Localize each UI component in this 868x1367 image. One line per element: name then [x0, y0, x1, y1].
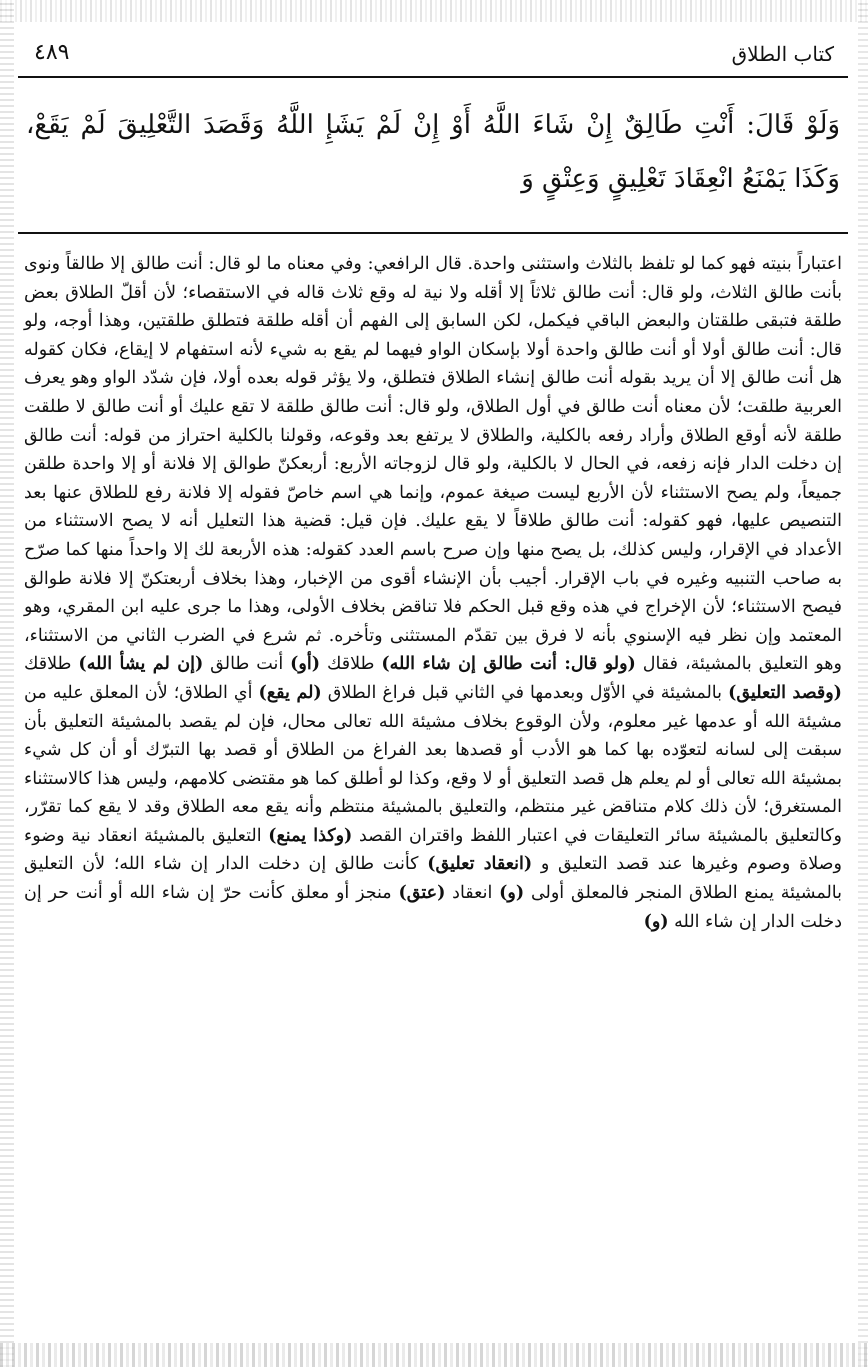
commentary-run: منجز أو معلق كأنت حرّ إن شاء الله أو أنت حر إن دخلت الدار إن شاء الله [24, 883, 842, 932]
scan-edge-top [0, 0, 868, 22]
quoted-matn: (وقصد التعليق) [728, 682, 842, 703]
quoted-matn: (انعقاد تعليق) [427, 854, 533, 875]
scan-edge-right [858, 0, 868, 1367]
quoted-matn: (إن لم يشأ الله) [78, 654, 204, 675]
quoted-matn: (وكذا يمنع) [268, 825, 353, 846]
commentary-run: كأنت طالق إن دخلت الدار إن شاء الله؛ لأن التعليق بالمشيئة يمنع الطلاق المنجر فالمعلق أولى [24, 854, 842, 904]
commentary-run: انعقاد [452, 883, 493, 904]
quoted-matn: (و) [499, 883, 525, 904]
scan-edge-bottom [0, 1343, 868, 1367]
commentary-text [18, 234, 848, 936]
commentary-run: بالمشيئة في الأوّل وبعدمها في الثاني قبل فراغ الطلاق [327, 682, 723, 703]
quoted-matn: (لم يقع) [258, 682, 322, 703]
quoted-matn: (و) [643, 911, 669, 932]
book-page [18, 30, 848, 936]
commentary-run: أي الطلاق؛ لأن المعلق عليه من مشيئة الله أو عدمها غير معلوم، ولأن الوقوع بخلاف مشيئة الله تعالى محال، فإن لم يقصد بالمشيئة التعليق بأن سبقت إلى لسانه لتعوّده بها كما هو الأدب أو قصدها بعد الفراغ من الطلاق أو قصد بها التبرّك أو أن كل شيء بمشيئة الله تعالى أو لم يعلم هل قصد التعليق أو لا وقع، وكذا لو أطلق كما هو مقتضى كلامهم، وليس هذا كالاستثناء المستغرق؛ لأن ذلك كلام متناقض غير منتظم، والتعليق بالمشيئة منتظم وأنه يقع معه الطلاق وقد لا يقع كما تقرّر، وكالتعليق بالمشيئة سائر التعليقات في اعتبار اللفظ واقتران القصد [24, 682, 842, 846]
commentary-run: طلاقك [24, 654, 72, 675]
chapter-title: كتاب الطلاق [731, 42, 834, 66]
commentary-run: التعليق بالمشيئة انعقاد نية وضوء وصلاة وصوم وغيرها عند قصد التعليق و [24, 825, 842, 875]
quoted-matn: (ولو قال: أنت طالق إن شاء الله) [381, 654, 636, 675]
commentary-run: طلاقك [326, 654, 375, 675]
scan-edge-left [0, 0, 14, 1367]
page-number: ٤٨٩ [34, 40, 70, 65]
running-header [18, 30, 848, 78]
quoted-matn: (أو) [290, 654, 321, 675]
commentary-run: أنت طالق [210, 654, 284, 675]
quoted-matn: (عتق) [398, 883, 446, 904]
matn-text: وَلَوْ قَالَ: أَنْتِ طَالِقٌ إِنْ شَاءَ اللَّهُ أَوْ إِنْ لَمْ يَشَإِ اللَّهُ وَقَصَدَ التَّعْلِيقَ لَمْ يَقَعْ، وَكَذَا يَمْنَعُ انْعِقَادَ تَعْلِيقٍ وَعِتْقٍ وَ [26, 110, 840, 194]
commentary-run: اعتباراً بنيته فهو كما لو تلفظ بالثلاث واستثنى واحدة. قال الرافعي: وفي معناه ما لو قال: أنت طالق إلا طالقاً ونوى بأنت طالق الثلاث، ولو قال: أنت طالق ثلاثاً إلا أقله ولا نية له وقع ثلاث قاله في الاستقصاء؛ لأن أقلّ الطلاق بعض طلقة فتبقى طلقتان والبعض الباقي فيكمل، لكن السابق إلى الفهم أن أقله طلقة فتطلق طلقتين، وهذا أوجه، ولو قال: أنت طالق أولا أو أنت طالق واحدة أولا بإسكان الواو فيهما لم يقع به شيء لأنه استفهام لا إيقاع، فكان كقوله هل أنت طالق إلا أن يريد بقوله أنت طالق إنشاء الطلاق فتطلق، ولا يؤثر قوله بعده أولا، فإن شدّد الواو وهو يعرف العربية طلقت؛ لأن معناه أنت طالق في أول الطلاق، ولو قال: أنت طالق طلقة لا تقع عليك أو أنت طالق لا طلقت طلقة لأنه أوقع الطلاق وأراد رفعه بالكلية، والطلاق لا يرتفع بعد وقوعه، وقولنا بالكلية احتراز من قوله: أنت طالق إن دخلت الدار فإنه زفعه، في الحال لا بالكلية، ولو قال لزوجاته الأربع: أربعكنّ طوالق إلا فلانة أو إلا واحدة طلقن جميعاً، ولم يصح الاستثناء لأن الأربع ليست صيغة عموم، وإنما هي اسم خاصّ فقوله إلا فلانة رفع للطلاق عنها بعد التنصيص عليها، فهو كقوله: أنت طالق طلاقاً لا يقع عليك. فإن قيل: قضية هذا التعليل أنه لا يصح الاستثناء من الأعداد في الإقرار، وليس كذلك، بل يصح منها وإن صرح باسم العدد كقوله: هذه الأربعة لك إلا واحداً منها كما صرّح به صاحب التنبيه وغيره في باب الإقرار. أجيب بأن الإنشاء أقوى من الإخبار، وهذا بخلاف أربعتكنّ إلا فلانة طوالق فيصح الاستثناء؛ لأن الإخراج في هذه وقع قبل الحكم فلا تناقض بخلاف الأولى، وهذا ما جرى عليه ابن المقري، وهو المعتمد وإن نظر فيه الإسنوي بأنه لا فرق بين تقدّم المستثنى وتأخره. ثم شرع في الضرب الثاني من الاستثناء، وهو التعليق بالمشيئة، فقال [24, 254, 842, 675]
